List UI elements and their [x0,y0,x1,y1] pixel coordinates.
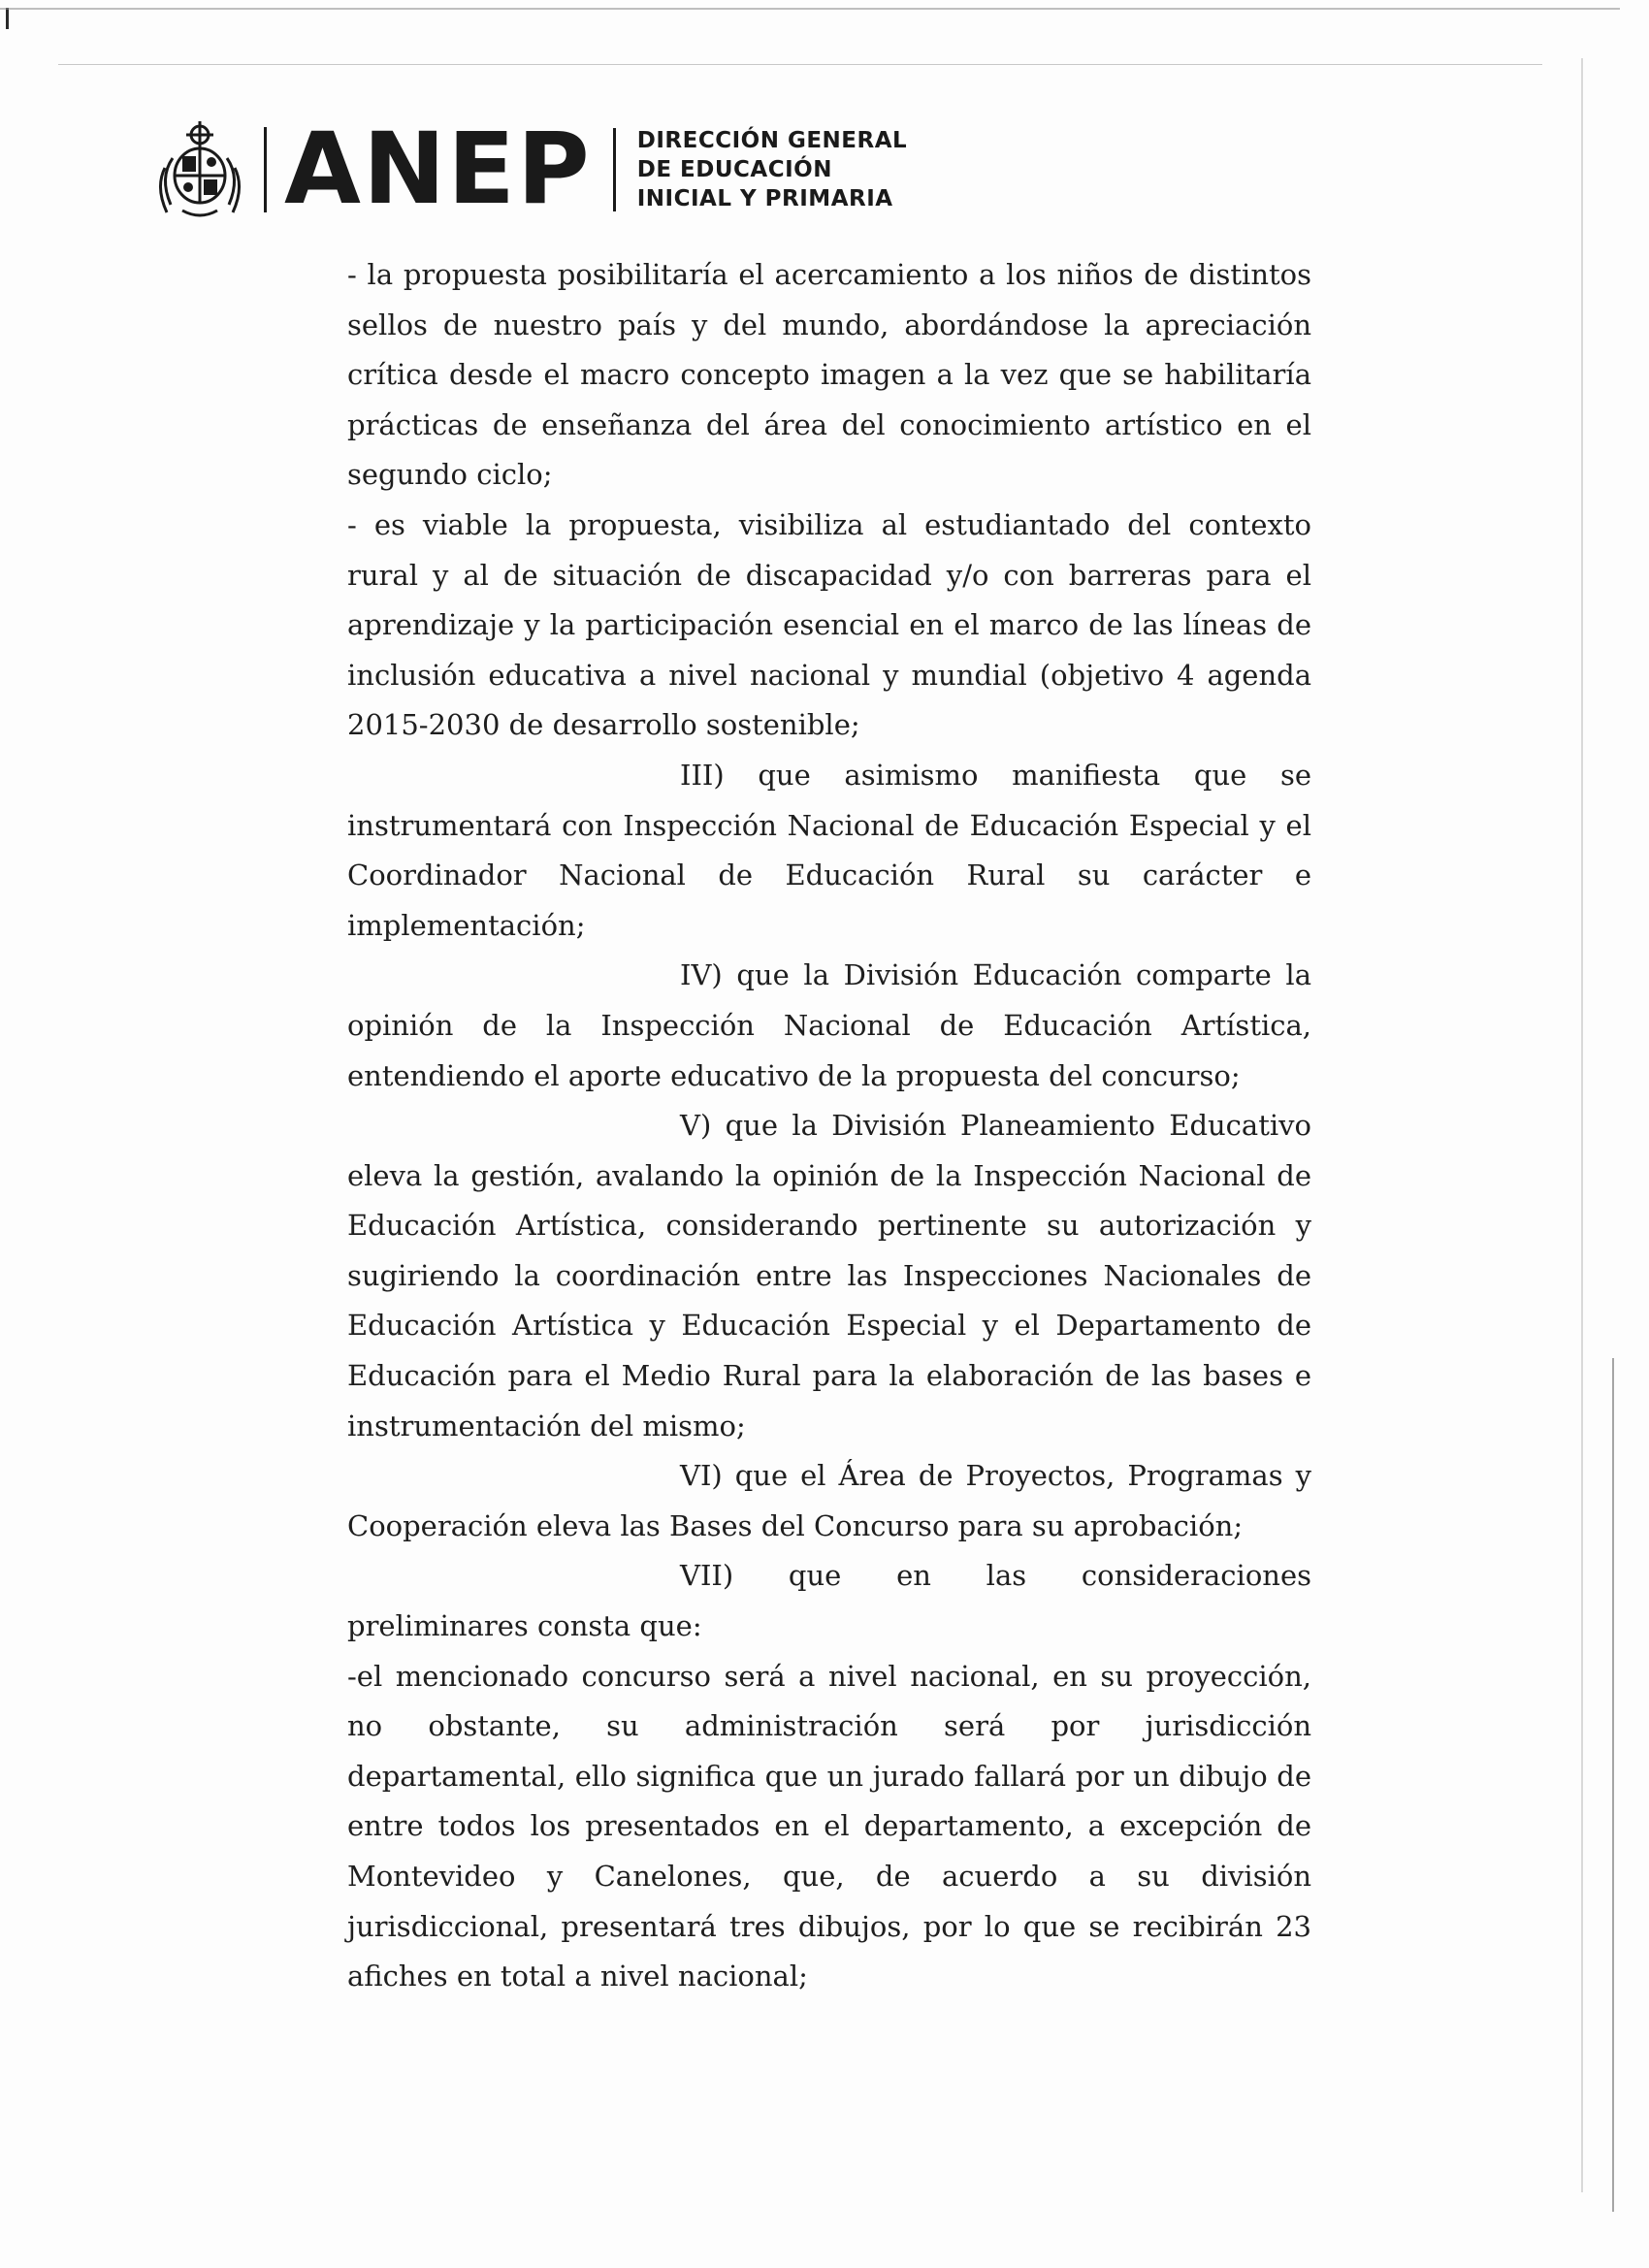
paragraph: VII) que en las consideraciones preliminares consta que: [347,1559,1311,1643]
paragraph: IV) que la División Educación comparte la opinión de la Inspección Nacional de Educación Artística, entendiendo el aporte educativo de la propuesta del concurso; [347,958,1311,1092]
separator-bar [264,127,267,212]
scan-artifact-edge [1581,58,1583,2192]
department-name [637,126,907,213]
department-line: DE EDUCACIÓN [636,157,832,182]
paragraph: - la propuesta posibilitaría el acercamiento a los niños de distintos sellos de nuestro país y del mundo, abordándose la apreciación crítica desde el macro concepto imagen a la vez que se habilitaría prácticas de enseñanza del área del conocimiento artístico en el segundo ciclo; [347,258,1311,492]
scan-artifact-edge-2 [1612,1358,1614,2212]
paragraph: VI) que el Área de Proyectos, Programas y Cooperación eleva las Bases del Concurso para su aprobación; [347,1459,1311,1542]
anep-logo: ANEP [284,112,592,227]
department-line: DIRECCIÓN GENERAL [636,128,908,153]
separator-bar-2 [613,128,616,211]
department-line: INICIAL Y PRIMARIA [636,186,893,211]
document-body [347,250,1311,2002]
paragraph: III) que asimismo manifiesta que se instrumentará con Inspección Nacional de Educación Especial y el Coordinador Nacional de Educación Rural su carácter e implementación; [347,758,1311,942]
coat-of-arms-icon [155,119,244,220]
scan-artifact-corner [6,8,9,29]
scan-artifact-line-2 [58,64,1542,65]
paragraph: V) que la División Planeamiento Educativo eleva la gestión, avalando la opinión de la Inspección Nacional de Educación Artística, considerando pertinente su autorización y sugiriendo la coordinación entre las Inspecciones Nacionales de Educación Artística y Educación Especial y el Departamento de Educación para el Medio Rural para la elaboración de las bases e instrumentación del mismo; [347,1109,1311,1442]
paragraph: - es viable la propuesta, visibiliza al estudiantado del contexto rural y al de situación de discapacidad y/o con barreras para el aprendizaje y la participación esencial en el marco de las líneas de inclusión educativa a nivel nacional y mundial (objetivo 4 agenda 2015-2030 de desarrollo sostenible; [347,507,1311,742]
scan-artifact-line [0,8,1620,10]
letterhead [155,112,908,227]
paragraph: -el mencionado concurso será a nivel nacional, en su proyección, no obstante, su administración será por jurisdicción departamental, ello significa que un jurado fallará por un dibujo de entre todos los presentados en el departamento, a excepción de Montevideo y Canelones, que, de acuerdo a su división jurisdiccional, presentará tres dibujos, por lo que se recibirán 23 afiches en total a nivel nacional; [347,1659,1311,1993]
